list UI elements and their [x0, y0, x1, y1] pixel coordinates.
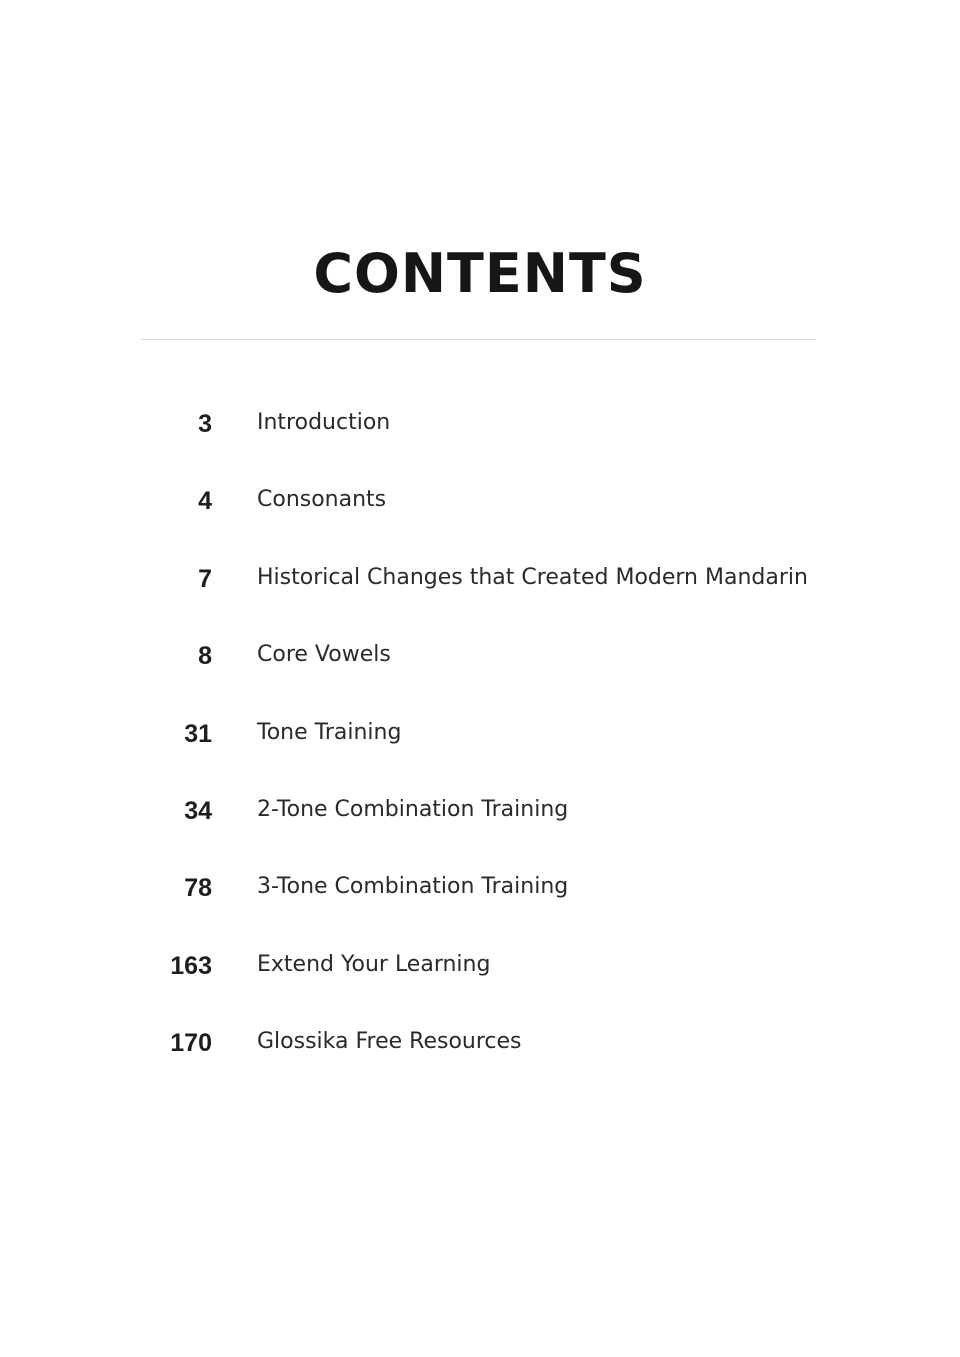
- toc-entry[interactable]: [0, 720, 960, 760]
- toc-entry[interactable]: [0, 797, 960, 837]
- toc-page-number: 170: [170, 1029, 212, 1057]
- divider: [141, 339, 816, 340]
- toc-page-number: 3: [198, 410, 212, 438]
- toc-entry[interactable]: [0, 410, 960, 450]
- toc-label: Introduction: [257, 410, 391, 435]
- toc-label: Extend Your Learning: [257, 952, 491, 977]
- toc-label: Core Vowels: [257, 642, 391, 667]
- toc-label: Glossika Free Resources: [257, 1029, 522, 1054]
- toc-page-number: 163: [170, 952, 212, 980]
- toc-label: 3-Tone Combination Training: [257, 874, 569, 899]
- toc-label: Historical Changes that Created Modern Mandarin: [257, 565, 808, 590]
- toc-label: 2-Tone Combination Training: [257, 797, 569, 822]
- toc-page-number: 8: [198, 642, 212, 670]
- toc-label: Consonants: [257, 487, 387, 512]
- toc-entry[interactable]: [0, 874, 960, 914]
- toc-page-number: 34: [184, 797, 212, 825]
- toc-entry[interactable]: [0, 642, 960, 682]
- toc-page-number: 7: [198, 565, 212, 593]
- toc-label: Tone Training: [257, 720, 402, 745]
- toc-page-number: 4: [198, 487, 212, 515]
- toc-entry[interactable]: [0, 565, 960, 605]
- page-title: CONTENTS: [313, 242, 647, 305]
- toc-entry[interactable]: [0, 1029, 960, 1069]
- toc-page-number: 31: [184, 720, 212, 748]
- toc-entry[interactable]: [0, 952, 960, 992]
- toc-page-number: 78: [184, 874, 212, 902]
- toc-entry[interactable]: [0, 487, 960, 527]
